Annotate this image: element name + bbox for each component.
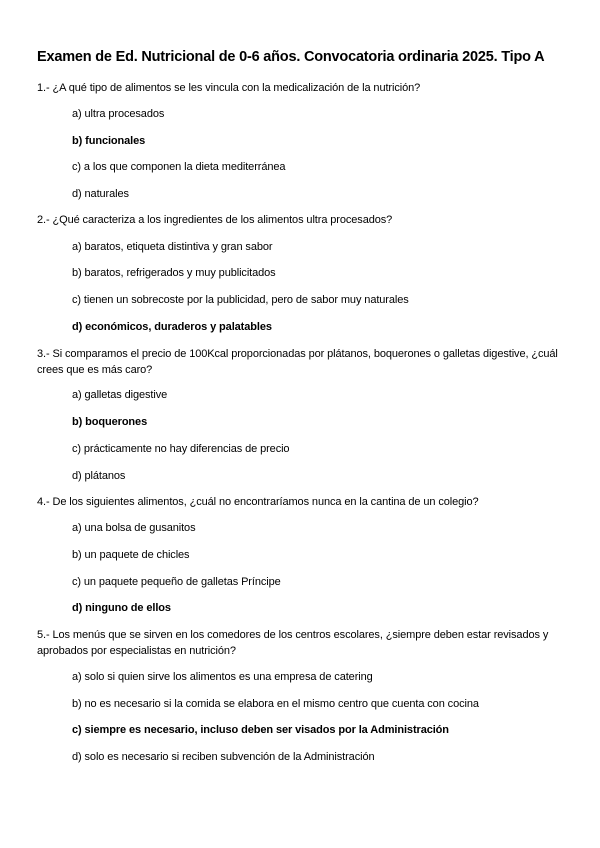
question-5-option-c: c) siempre es necesario, incluso deben ser visados por la Administración [72,724,449,736]
question-1-text: 1.- ¿A qué tipo de alimentos se les vincula con la medicalización de la nutrición? [37,82,421,94]
question-5-text: 5.- Los menús que se sirven en los comedores de los centros escolares, ¿siempre deben estar revisados y aprobados por especialistas en nutrición? [37,629,549,657]
question-3-option-d: d) plátanos [72,470,126,482]
question-3-option-b: b) boquerones [72,416,148,428]
question-1-option-c: c) a los que componen la dieta mediterránea [72,161,286,173]
question-5-option-d: d) solo es necesario si reciben subvención de la Administración [72,751,375,763]
question-2-option-b: b) baratos, refrigerados y muy publicitados [72,267,276,279]
question-2-option-a: a) baratos, etiqueta distintiva y gran sabor [72,241,273,253]
question-2-option-d: d) económicos, duraderos y palatables [72,321,272,333]
question-4-option-c: c) un paquete pequeño de galletas Príncipe [72,576,281,588]
question-2-text: 2.- ¿Qué caracteriza a los ingredientes de los alimentos ultra procesados? [37,214,393,226]
question-4-option-a: a) una bolsa de gusanitos [72,522,196,534]
question-3-option-c: c) prácticamente no hay diferencias de precio [72,443,290,455]
question-3-option-a: a) galletas digestive [72,389,168,401]
question-2-option-c: c) tienen un sobrecoste por la publicidad, pero de sabor muy naturales [72,294,409,306]
question-5-option-b: b) no es necesario si la comida se elabora en el mismo centro que cuenta con cocina [72,698,479,710]
question-5-option-a: a) solo si quien sirve los alimentos es una empresa de catering [72,671,373,683]
question-4-option-d: d) ninguno de ellos [72,602,171,614]
question-1-option-b: b) funcionales [72,135,146,147]
question-1-option-a: a) ultra procesados [72,108,165,120]
question-4-text: 4.- De los siguientes alimentos, ¿cuál no encontraríamos nunca en la cantina de un colegio? [37,496,479,508]
question-4-option-b: b) un paquete de chicles [72,549,190,561]
exam-title: Examen de Ed. Nutricional de 0-6 años. Convocatoria ordinaria 2025. Tipo A [37,49,545,65]
question-3-text: 3.- Si comparamos el precio de 100Kcal proporcionadas por plátanos, boquerones o galletas digestive, ¿cuál crees que es más caro? [37,348,558,376]
question-1-option-d: d) naturales [72,188,129,200]
